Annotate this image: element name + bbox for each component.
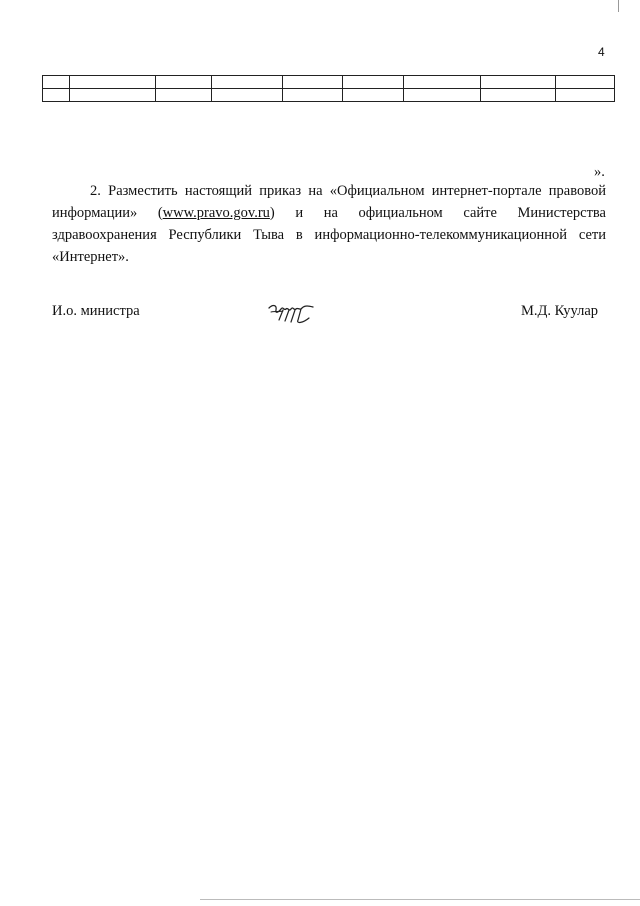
paragraph-text-end: ) и на официальном сайте Министерства здравоохранения Республики Тыва в информационно-телекоммуникационной сети «Интернет». — [52, 205, 606, 265]
handwritten-signature — [265, 298, 317, 326]
paragraph-text-start: 2. Разместить настоящий приказ на «Официальном интернет-портале правовой информации» ( — [52, 183, 606, 221]
signatory-name: М.Д. Куулар — [521, 303, 599, 319]
page-number: 4 — [598, 45, 605, 59]
closing-quote: ». — [594, 164, 605, 180]
scan-bottom-line — [200, 899, 640, 900]
pravo-link[interactable]: www.pravo.gov.ru — [162, 205, 270, 221]
table-row — [43, 89, 615, 102]
table-row — [43, 76, 615, 89]
scan-edge-mark — [618, 0, 619, 12]
signatory-role: И.о. министра — [52, 303, 140, 319]
table-fragment — [42, 75, 615, 102]
order-paragraph — [52, 180, 606, 268]
